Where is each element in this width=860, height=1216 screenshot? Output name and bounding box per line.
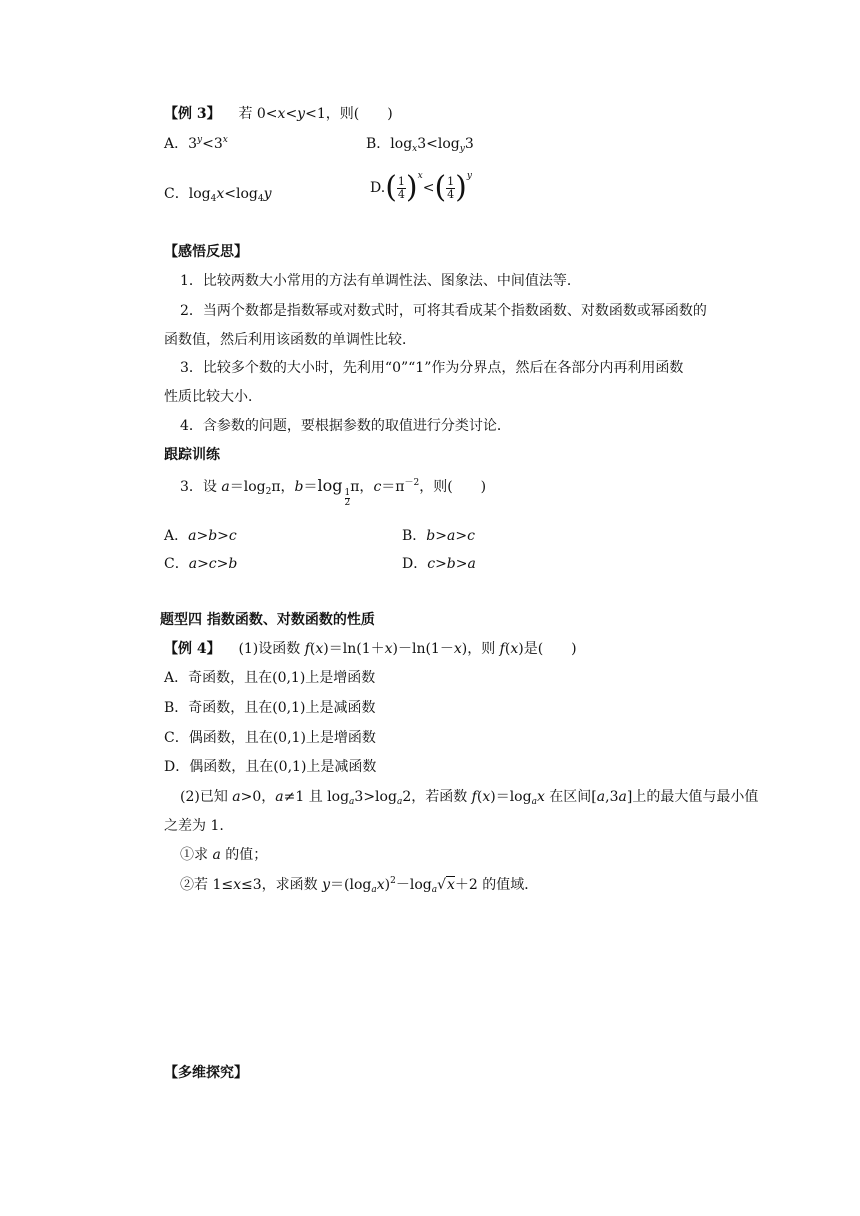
- example3-text: <: [285, 106, 298, 122]
- example4-part2-continued: 之差为 1.: [164, 818, 224, 834]
- subscript: x: [412, 144, 418, 154]
- option-text: b>a>c: [426, 528, 475, 544]
- question-text: 2，若函数: [402, 789, 472, 805]
- section-title: 题型四 指数函数、对数函数的性质: [160, 612, 375, 628]
- option-text: a>b>c: [188, 528, 237, 544]
- option-label: A．: [164, 136, 189, 152]
- example3-option-a: [164, 135, 228, 153]
- var-x: x: [447, 877, 455, 893]
- var-a: a: [275, 789, 284, 805]
- var-x: x: [510, 641, 519, 657]
- practice-question: [180, 477, 486, 508]
- question-text: ＝log: [229, 479, 266, 495]
- question-text: (: [476, 789, 483, 805]
- option-text: 3: [464, 136, 474, 152]
- var-x: x: [277, 106, 286, 122]
- var-x: x: [376, 877, 385, 893]
- var-f: f: [304, 641, 310, 657]
- question-text: －log: [395, 877, 432, 893]
- question-text: 3．设: [180, 479, 222, 495]
- option-label: C．: [164, 556, 189, 572]
- question-text: ,3: [605, 789, 619, 805]
- example4-option: B．奇函数，且在(0,1)上是减函数: [164, 700, 376, 716]
- var-a: a: [221, 479, 230, 495]
- option-text: log: [390, 136, 413, 152]
- fraction: [397, 176, 406, 201]
- reflection-item: 性质比较大小．: [164, 389, 262, 405]
- practice-title: 跟踪训练: [164, 447, 220, 463]
- question-text: ＋2 的值域．: [454, 877, 539, 893]
- option-text: c>b>a: [427, 556, 476, 572]
- question-text: ≠1 且 log: [283, 789, 350, 805]
- subscript: a: [371, 885, 377, 895]
- var-a: a: [232, 789, 241, 805]
- var-f: f: [471, 789, 477, 805]
- option-label: B．: [366, 136, 391, 152]
- fraction-denominator: 2: [344, 498, 351, 508]
- left-paren: (: [385, 170, 397, 205]
- reflection-item: 函数值，然后利用该函数的单调性比较．: [164, 332, 416, 348]
- option-label: B．: [402, 528, 427, 544]
- question-text: 3>log: [354, 789, 397, 805]
- option-text: <: [422, 180, 435, 196]
- var-x: x: [453, 641, 462, 657]
- question-text: (2)已知: [180, 789, 233, 805]
- question-text: ]上的最大值与最小值: [626, 789, 759, 805]
- option-text: 3: [188, 136, 198, 152]
- reflection-item: 4．含参数的问题，要根据参数的取值进行分类讨论．: [180, 418, 511, 434]
- subscript: a: [531, 797, 537, 807]
- option-text: log: [188, 186, 211, 202]
- var-f: f: [499, 641, 505, 657]
- var-a: a: [596, 789, 606, 805]
- fraction-denominator: 4: [397, 187, 405, 201]
- question-text: ＝: [303, 479, 318, 495]
- option-label: D.: [370, 180, 386, 196]
- practice-option-c: [164, 555, 237, 573]
- subquestion-1: [180, 846, 267, 864]
- subscript: a: [431, 885, 438, 895]
- practice-option-b: [402, 527, 475, 545]
- option-label: D．: [402, 556, 428, 572]
- question-text: )＝log: [490, 789, 532, 805]
- var-y: y: [297, 106, 306, 122]
- fraction: [446, 176, 455, 201]
- var-c: c: [373, 479, 382, 495]
- question-text: ，则( ): [419, 479, 487, 495]
- question-text: )，则: [461, 641, 500, 657]
- subquestion-2: [180, 876, 538, 894]
- var-x: x: [315, 641, 324, 657]
- question-text: )是( ): [518, 641, 577, 657]
- subscript: a: [349, 797, 355, 807]
- example3-option-b: [366, 135, 474, 153]
- fraction-numerator: 1: [397, 174, 405, 188]
- reflection-item: 3．比较多个数的大小时，先利用“0”“1”作为分界点，然后在各部分内再利用函数: [180, 360, 684, 376]
- var-x: x: [233, 877, 241, 893]
- sqrt-symbol: √: [437, 877, 447, 893]
- option-text: 3<log: [417, 136, 460, 152]
- var-x: x: [216, 186, 225, 202]
- example4-option: A．奇函数，且在(0,1)上是增函数: [164, 670, 376, 686]
- question-text: 的值；: [220, 847, 268, 863]
- reflection-item: 2．当两个数都是指数幂或对数式时，可将其看成某个指数函数、对数函数或幂函数的: [180, 303, 707, 319]
- var-a: a: [212, 847, 221, 863]
- exponent: －2: [404, 478, 420, 488]
- var-y: y: [263, 186, 272, 202]
- option-text: <log: [224, 186, 258, 202]
- option-text: a>c>b: [188, 556, 238, 572]
- reflection-title: 【感悟反思】: [164, 244, 248, 260]
- subscript: y: [459, 144, 465, 154]
- var-x: x: [384, 641, 393, 657]
- practice-option-d: [402, 555, 476, 573]
- example3-text: 若 0<: [238, 106, 278, 122]
- question-text: )＝ln(1＋: [323, 641, 385, 657]
- var-y: y: [322, 877, 331, 893]
- example3-label: 【例 3】: [164, 106, 221, 122]
- explore-title: 【多维探究】: [164, 1065, 248, 1081]
- subscript: a: [396, 797, 403, 807]
- exponent: 2: [390, 876, 396, 886]
- example4-option: C．偶函数，且在(0,1)上是增函数: [164, 730, 376, 746]
- question-text: π，: [350, 479, 374, 495]
- var-a: a: [618, 789, 627, 805]
- var-b: b: [294, 479, 304, 495]
- question-text: >0，: [240, 789, 276, 805]
- question-text: (1)设函数: [238, 641, 305, 657]
- right-paren: ): [455, 170, 467, 205]
- question-text: ≤3，求函数: [241, 877, 323, 893]
- var-x: x: [482, 789, 491, 805]
- question-text: ): [384, 877, 391, 893]
- left-paren: (: [434, 170, 447, 205]
- exponent: y: [197, 135, 203, 145]
- example3-option-d: [370, 168, 472, 208]
- example4-option: D．偶函数，且在(0,1)上是减函数: [164, 759, 377, 775]
- fraction-numerator: 1: [344, 488, 351, 498]
- question-text: 在区间[: [544, 789, 597, 805]
- subscript: 2: [265, 487, 272, 497]
- example4-question: [164, 640, 577, 658]
- option-text: <3: [202, 136, 223, 152]
- var-x: x: [536, 789, 545, 805]
- question-text: (: [309, 641, 316, 657]
- reflection-item: 1．比较两数大小常用的方法有单调性法、图象法、中间值法等．: [180, 273, 581, 289]
- question-text: (: [504, 641, 511, 657]
- example3-text: <1，则( ): [305, 106, 393, 122]
- example3-option-c: [164, 185, 272, 203]
- right-paren: ): [405, 170, 418, 205]
- practice-option-a: [164, 527, 237, 545]
- subscript: 4: [210, 194, 217, 204]
- example4-part2: [180, 788, 758, 806]
- question-text: ＝π: [381, 479, 405, 495]
- question-text: ①求: [180, 847, 213, 863]
- fraction-numerator: 1: [447, 174, 455, 188]
- question-text: )－ln(1－: [392, 641, 454, 657]
- subscript: 4: [257, 194, 264, 204]
- option-label: A．: [164, 528, 189, 544]
- example4-label: 【例 4】: [164, 641, 221, 657]
- exponent: y: [466, 171, 472, 181]
- fraction-denominator: 4: [447, 187, 455, 201]
- log-text: log: [317, 476, 343, 495]
- question-text: ②若 1≤: [180, 877, 234, 893]
- exponent: x: [417, 171, 423, 181]
- example3-question: [164, 105, 393, 123]
- option-label: C．: [164, 186, 189, 202]
- question-text: ＝(log: [330, 877, 372, 893]
- question-text: π，: [271, 479, 295, 495]
- exponent: x: [222, 135, 228, 145]
